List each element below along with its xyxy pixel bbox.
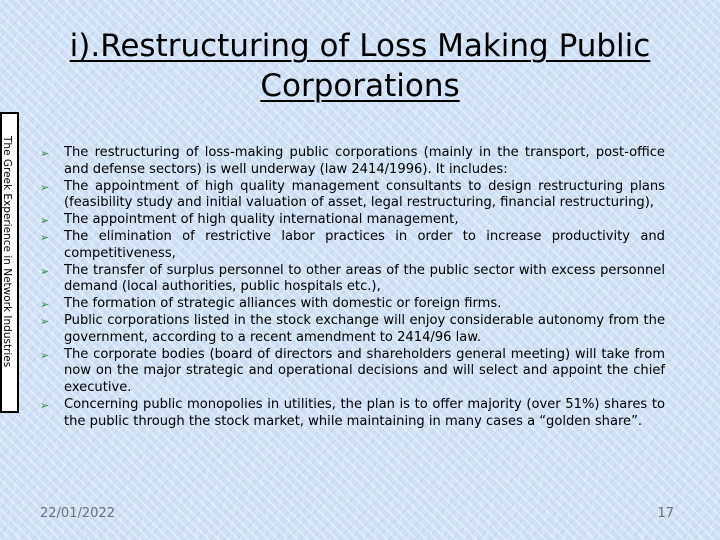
bullet-list [40, 145, 665, 431]
side-label: The Greek Experience in Network Industries [1, 136, 13, 368]
green-arrow-bullet-icon: ➢ [40, 147, 50, 160]
bullet-text: The appointment of high quality international management, [64, 212, 459, 228]
green-arrow-bullet-icon: ➢ [40, 314, 50, 328]
green-arrow-bullet-icon: ➢ [40, 264, 50, 278]
page-number: 17 [657, 506, 674, 521]
bullet-item [40, 347, 665, 397]
green-arrow-bullet-icon: ➢ [40, 214, 50, 228]
bullet-text: The transfer of surplus personnel to other areas of the public sector with excess personnel demand (local authorities, public hospitals etc.), [64, 262, 665, 295]
bullet-item [40, 145, 665, 179]
bullet-item [40, 179, 665, 213]
green-arrow-bullet-icon: ➢ [40, 230, 50, 244]
green-arrow-bullet-icon: ➢ [40, 348, 50, 362]
footer-date: 22/01/2022 [40, 506, 115, 521]
green-arrow-bullet-icon: ➢ [40, 398, 50, 412]
bullet-text: The elimination of restrictive labor practices in order to increase productivity and competitiveness, [64, 228, 665, 261]
bullet-item [40, 296, 665, 313]
bullet-item [40, 263, 665, 297]
bullet-text: Concerning public monopolies in utilities, the plan is to offer majority (over 51%) shares to the public through the stock market, while maintaining in many cases a “golden share”. [64, 396, 665, 429]
bullet-text: The corporate bodies (board of directors and shareholders general meeting) will take from now on the major strategic and operational decisions and will select and appoint the chief executive. [64, 346, 665, 396]
bullet-item [40, 313, 665, 347]
bullet-text: The appointment of high quality management consultants to design restructuring plans (feasibility study and initial valuation of asset, legal restructuring, financial restructuring), [64, 178, 665, 211]
slide-title: i).Restructuring of Loss Making Public Corporations [69, 28, 651, 104]
bullet-item [40, 212, 665, 229]
green-arrow-bullet-icon: ➢ [40, 298, 50, 312]
bullet-text: Public corporations listed in the stock exchange will enjoy considerable autonomy from the government, according to a recent amendment to 2414/96 law. [64, 312, 665, 345]
bullet-item [40, 397, 665, 431]
bullet-text: The restructuring of loss-making public corporations (mainly in the transport, post-office and defense sectors) is well underway (law 2414/1996). It includes: [64, 145, 665, 177]
green-arrow-bullet-icon: ➢ [40, 180, 50, 194]
bullet-text: The formation of strategic alliances with domestic or foreign firms. [64, 296, 502, 312]
bullet-item [40, 229, 665, 263]
